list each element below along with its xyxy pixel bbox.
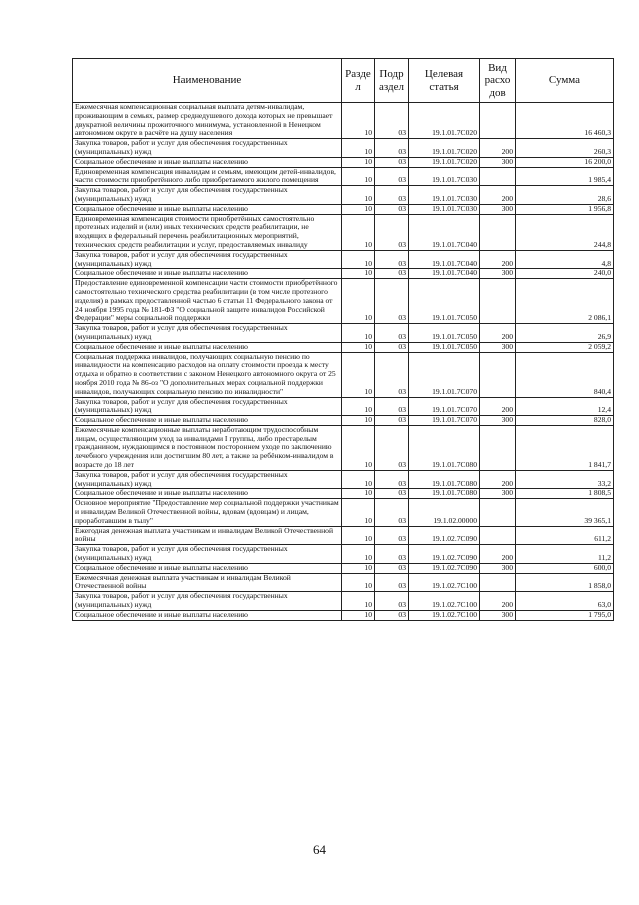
cell-expense-type: 300: [480, 563, 516, 573]
cell-amount: 2 059,2: [516, 342, 614, 352]
table-row: [73, 324, 614, 343]
table-row: [73, 279, 614, 324]
cell-name: Закупка товаров, работ и услуг для обеспечения государственных (муниципальных) нужд: [73, 324, 342, 343]
cell-article: 19.1.01.7С040: [409, 269, 480, 279]
cell-section: 10: [342, 342, 375, 352]
cell-article: 19.1.01.7С040: [409, 214, 480, 250]
cell-article: 19.1.01.7С070: [409, 352, 480, 397]
cell-name: Единовременная компенсация инвалидам и семьям, имеющим детей-инвалидов, части стоимости приобретённого либо приобретаемого жилого помещения: [73, 167, 342, 186]
table-row: [73, 397, 614, 416]
cell-expense-type: [480, 214, 516, 250]
cell-amount: 26,9: [516, 324, 614, 343]
header-subsection: Подр аздел: [375, 59, 409, 103]
header-section: Разде л: [342, 59, 375, 103]
cell-expense-type: [480, 167, 516, 186]
cell-amount: 244,8: [516, 214, 614, 250]
cell-subsection: 03: [375, 186, 409, 205]
cell-subsection: 03: [375, 526, 409, 545]
cell-amount: 1 795,0: [516, 610, 614, 620]
cell-expense-type: 200: [480, 186, 516, 205]
cell-subsection: 03: [375, 279, 409, 324]
table-row: [73, 526, 614, 545]
cell-name: Социальное обеспечение и иные выплаты населению: [73, 204, 342, 214]
cell-subsection: 03: [375, 489, 409, 499]
cell-amount: 63,0: [516, 592, 614, 611]
cell-subsection: 03: [375, 204, 409, 214]
cell-amount: 12,4: [516, 397, 614, 416]
cell-amount: 1 956,8: [516, 204, 614, 214]
table-row: [73, 489, 614, 499]
cell-subsection: 03: [375, 563, 409, 573]
cell-expense-type: 200: [480, 397, 516, 416]
cell-subsection: 03: [375, 610, 409, 620]
cell-subsection: 03: [375, 416, 409, 426]
budget-table: [72, 58, 614, 621]
cell-name: Социальное обеспечение и иные выплаты населению: [73, 416, 342, 426]
cell-section: 10: [342, 425, 375, 470]
cell-name: Социальное обеспечение и иные выплаты населению: [73, 157, 342, 167]
table-row: [73, 342, 614, 352]
cell-section: 10: [342, 352, 375, 397]
cell-amount: 16 200,0: [516, 157, 614, 167]
cell-amount: 260,3: [516, 139, 614, 158]
table-row: [73, 103, 614, 139]
cell-name: Закупка товаров, работ и услуг для обеспечения государственных (муниципальных) нужд: [73, 545, 342, 564]
cell-amount: 828,0: [516, 416, 614, 426]
table-row: [73, 563, 614, 573]
cell-article: 19.1.01.7С030: [409, 167, 480, 186]
table-row: [73, 204, 614, 214]
cell-name: Закупка товаров, работ и услуг для обеспечения государственных (муниципальных) нужд: [73, 470, 342, 489]
cell-expense-type: 200: [480, 592, 516, 611]
cell-subsection: 03: [375, 470, 409, 489]
cell-subsection: 03: [375, 139, 409, 158]
cell-amount: 11,2: [516, 545, 614, 564]
cell-article: 19.1.01.7С070: [409, 397, 480, 416]
cell-amount: 1 858,0: [516, 573, 614, 592]
cell-expense-type: 300: [480, 204, 516, 214]
cell-amount: 840,4: [516, 352, 614, 397]
cell-amount: 39 365,1: [516, 499, 614, 526]
cell-section: 10: [342, 592, 375, 611]
cell-name: Ежемесячная денежная выплата участникам и инвалидам Великой Отечественной войны: [73, 573, 342, 592]
cell-article: 19.1.01.7С020: [409, 139, 480, 158]
cell-expense-type: 200: [480, 250, 516, 269]
cell-subsection: 03: [375, 397, 409, 416]
cell-name: Единовременная компенсация стоимости приобретённых самостоятельно протезных изделий и (или) иных технических средств реабилитации, не входящих в федеральный перечень реабилитационных мероприятий, технических средств реабилитации и услуг, предоставляемых инвалиду: [73, 214, 342, 250]
cell-name: Закупка товаров, работ и услуг для обеспечения государственных (муниципальных) нужд: [73, 592, 342, 611]
table-row: [73, 157, 614, 167]
cell-subsection: 03: [375, 157, 409, 167]
cell-section: 10: [342, 167, 375, 186]
cell-section: 10: [342, 545, 375, 564]
cell-section: 10: [342, 214, 375, 250]
cell-subsection: 03: [375, 214, 409, 250]
cell-name: Ежемесячная компенсационная социальная выплата детям-инвалидам, проживающим в семьях, размер среднедушевого дохода которых не превышает двукратной величины прожиточного минимума, установленной в Ненецком автономном округе в расчёте на душу населения: [73, 103, 342, 139]
cell-section: 10: [342, 157, 375, 167]
cell-expense-type: 300: [480, 489, 516, 499]
cell-section: 10: [342, 250, 375, 269]
table-row: [73, 186, 614, 205]
cell-name: Социальное обеспечение и иные выплаты населению: [73, 489, 342, 499]
cell-subsection: 03: [375, 167, 409, 186]
cell-article: 19.1.01.7С070: [409, 416, 480, 426]
cell-amount: 16 460,3: [516, 103, 614, 139]
cell-section: 10: [342, 269, 375, 279]
cell-amount: 1 808,5: [516, 489, 614, 499]
table-row: [73, 470, 614, 489]
table-row: [73, 425, 614, 470]
cell-section: 10: [342, 526, 375, 545]
cell-name: Основное мероприятие "Предоставление мер социальной поддержки участникам и инвалидам Великой Отечественной войны, вдовам (вдовцам) и лицам, проработавшим в тылу": [73, 499, 342, 526]
cell-expense-type: 200: [480, 324, 516, 343]
cell-section: 10: [342, 139, 375, 158]
cell-amount: 240,0: [516, 269, 614, 279]
header-name: Наименование: [73, 59, 342, 103]
cell-name: Социальное обеспечение и иные выплаты населению: [73, 269, 342, 279]
table-row: [73, 214, 614, 250]
table-row: [73, 610, 614, 620]
cell-section: 10: [342, 499, 375, 526]
cell-article: 19.1.01.7С040: [409, 250, 480, 269]
cell-subsection: 03: [375, 103, 409, 139]
cell-expense-type: [480, 279, 516, 324]
cell-article: 19.1.01.7С050: [409, 342, 480, 352]
cell-article: 19.1.01.7С080: [409, 470, 480, 489]
cell-expense-type: 300: [480, 342, 516, 352]
cell-subsection: 03: [375, 352, 409, 397]
table-row: [73, 545, 614, 564]
cell-subsection: 03: [375, 250, 409, 269]
cell-subsection: 03: [375, 324, 409, 343]
cell-section: 10: [342, 186, 375, 205]
table-row: [73, 573, 614, 592]
cell-article: 19.1.01.7С030: [409, 186, 480, 205]
cell-subsection: 03: [375, 545, 409, 564]
cell-subsection: 03: [375, 269, 409, 279]
page-number: 64: [313, 842, 326, 857]
cell-article: 19.1.01.7С020: [409, 157, 480, 167]
cell-section: 10: [342, 470, 375, 489]
cell-section: 10: [342, 563, 375, 573]
cell-expense-type: [480, 573, 516, 592]
cell-expense-type: 300: [480, 157, 516, 167]
cell-subsection: 03: [375, 573, 409, 592]
cell-article: 19.1.02.7С100: [409, 573, 480, 592]
cell-name: Ежегодная денежная выплата участникам и инвалидам Великой Отечественной войны: [73, 526, 342, 545]
table-row: [73, 269, 614, 279]
cell-section: 10: [342, 416, 375, 426]
table-row: [73, 139, 614, 158]
cell-article: 19.1.01.7С020: [409, 103, 480, 139]
cell-amount: 1 985,4: [516, 167, 614, 186]
cell-article: 19.1.01.7С030: [409, 204, 480, 214]
cell-expense-type: 200: [480, 139, 516, 158]
cell-article: 19.1.02.7С100: [409, 592, 480, 611]
cell-name: Социальное обеспечение и иные выплаты населению: [73, 563, 342, 573]
cell-article: 19.1.01.7С050: [409, 279, 480, 324]
cell-name: Ежемесячные компенсационные выплаты неработающим трудоспособным лицам, осуществляющим уход за инвалидами I группы, либо престарелым гражданином, нуждающимся в постоянном постороннем уходе по заключению лечебного учреждения или достигшим 80 лет, а также за ребёнком-инвалидом в возрасте до 18 лет: [73, 425, 342, 470]
header-expense-type: Вид расхо дов: [480, 59, 516, 103]
cell-name: Предоставление единовременной компенсации части стоимости приобретённого самостоятельно технического средства реабилитации (в том числе протезного изделия) в рамках предоставленной частью 6 статьи 11 Федерального закона от 24 ноября 1995 года № 181-ФЗ "О социальной защите инвалидов Российской Федерации" меры социальной поддержки: [73, 279, 342, 324]
cell-article: 19.1.02.7С100: [409, 610, 480, 620]
cell-section: 10: [342, 573, 375, 592]
cell-name: Закупка товаров, работ и услуг для обеспечения государственных (муниципальных) нужд: [73, 250, 342, 269]
cell-article: 19.1.02.7С090: [409, 545, 480, 564]
cell-amount: 1 841,7: [516, 425, 614, 470]
cell-expense-type: 300: [480, 416, 516, 426]
cell-name: Закупка товаров, работ и услуг для обеспечения государственных (муниципальных) нужд: [73, 397, 342, 416]
cell-subsection: 03: [375, 499, 409, 526]
table-header-row: [73, 59, 614, 103]
cell-amount: 4,8: [516, 250, 614, 269]
cell-article: 19.1.02.7С090: [409, 526, 480, 545]
cell-article: 19.1.01.7С050: [409, 324, 480, 343]
cell-section: 10: [342, 279, 375, 324]
cell-amount: 33,2: [516, 470, 614, 489]
cell-expense-type: [480, 526, 516, 545]
cell-name: Закупка товаров, работ и услуг для обеспечения государственных (муниципальных) нужд: [73, 186, 342, 205]
cell-name: Закупка товаров, работ и услуг для обеспечения государственных (муниципальных) нужд: [73, 139, 342, 158]
cell-section: 10: [342, 204, 375, 214]
header-amount: Сумма: [516, 59, 614, 103]
cell-name: Социальное обеспечение и иные выплаты населению: [73, 342, 342, 352]
cell-section: 10: [342, 397, 375, 416]
cell-expense-type: 300: [480, 269, 516, 279]
cell-expense-type: 300: [480, 610, 516, 620]
cell-subsection: 03: [375, 592, 409, 611]
table-row: [73, 352, 614, 397]
table-body: [73, 103, 614, 621]
cell-section: 10: [342, 610, 375, 620]
cell-article: 19.1.02.7С090: [409, 563, 480, 573]
header-article: Целевая статья: [409, 59, 480, 103]
cell-subsection: 03: [375, 342, 409, 352]
cell-name: Социальное обеспечение и иные выплаты населению: [73, 610, 342, 620]
cell-amount: 2 086,1: [516, 279, 614, 324]
cell-expense-type: [480, 425, 516, 470]
cell-expense-type: 200: [480, 470, 516, 489]
cell-section: 10: [342, 489, 375, 499]
cell-expense-type: 200: [480, 545, 516, 564]
cell-expense-type: [480, 499, 516, 526]
cell-article: 19.1.02.00000: [409, 499, 480, 526]
cell-expense-type: [480, 103, 516, 139]
cell-amount: 600,0: [516, 563, 614, 573]
cell-section: 10: [342, 103, 375, 139]
cell-subsection: 03: [375, 425, 409, 470]
table-row: [73, 250, 614, 269]
cell-article: 19.1.01.7С080: [409, 489, 480, 499]
table-row: [73, 499, 614, 526]
cell-amount: 28,6: [516, 186, 614, 205]
cell-article: 19.1.01.7С080: [409, 425, 480, 470]
cell-name: Социальная поддержка инвалидов, получающих социальную пенсию по инвалидности на компенсацию расходов на оплату стоимости проезда к месту отдыха и обратно в соответствии с законом Ненецкого автономного округа от 25 ноября 2010 года № 86-оз "О дополнительных мерах социальной поддержки инвалидов, получающих социальную пенсию по инвалидности": [73, 352, 342, 397]
cell-expense-type: [480, 352, 516, 397]
table-row: [73, 167, 614, 186]
table-row: [73, 416, 614, 426]
table-row: [73, 592, 614, 611]
cell-amount: 611,2: [516, 526, 614, 545]
cell-section: 10: [342, 324, 375, 343]
